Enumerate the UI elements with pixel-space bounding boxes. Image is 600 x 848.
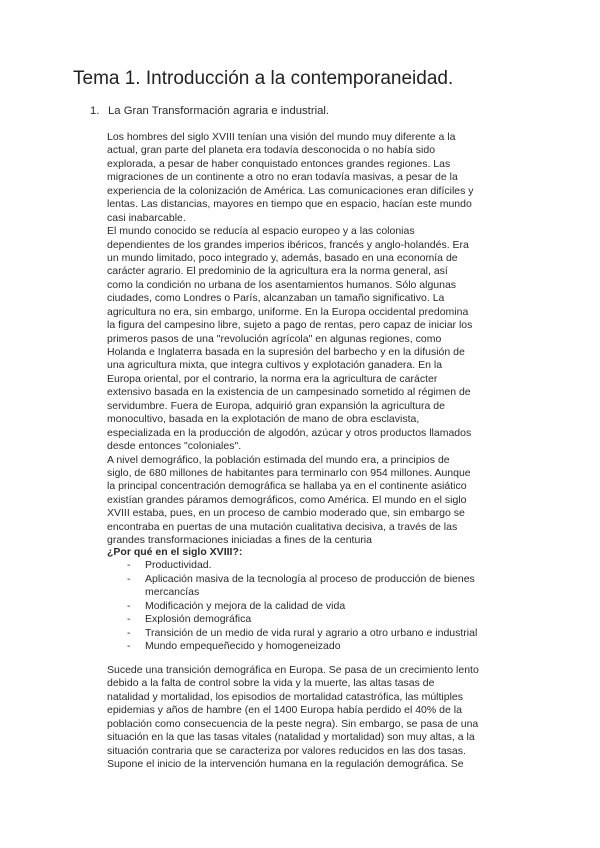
text-line: A nivel demográfico, la población estimada del mundo era, a principios de <box>107 453 450 466</box>
text-line: Sucede una transición demográfica en Europa. Se pasa de un crecimiento lento <box>107 664 479 676</box>
section-heading <box>90 105 329 117</box>
text-line: explorada, a pesar de haber conquistado entonces grandes regiones. Las <box>107 157 451 170</box>
list-item <box>107 573 477 586</box>
paragraph-demographic <box>107 664 479 772</box>
list-item <box>107 600 477 613</box>
text-line: Supone el inicio de la intervención humana en la regulación demográfica. Se <box>107 758 464 771</box>
text-line: epidemias y años de hambre (en el 1400 Europa había perdido el 40% de la <box>107 704 462 717</box>
text-line: casi inabarcable. <box>107 211 186 224</box>
text-line: servidumbre. Fuera de Europa, adquirió gran expansión la agricultura de <box>107 399 445 412</box>
text-line: desde entonces "coloniales". <box>107 440 242 453</box>
bullet-dash: - <box>127 613 131 626</box>
text-line: especializada en la producción de algodón, azúcar y otros productos llamados <box>107 426 472 439</box>
text-line: Holanda e Inglaterra basada en la supresión del barbecho y en la difusión de <box>107 346 465 358</box>
text-line: Europa oriental, por el contrario, la norma era la agricultura de carácter <box>107 372 438 385</box>
why-list <box>107 559 477 653</box>
text-line: monocultivo, basada en la explotación de mano de obra esclavista, <box>107 413 420 426</box>
text-line: Los hombres del siglo XVIII tenían una visión del mundo muy diferente a la <box>107 131 456 143</box>
text-line: la figura del campesino libre, sujeto a pago de rentas, pero capaz de iniciar los <box>107 319 473 332</box>
text-line: como la condición no urbana de los asentamientos humanos. Sólo algunas <box>107 278 457 291</box>
list-item-text: Mundo empequeñecido y homogeneizado <box>145 640 341 653</box>
text-line: natalidad y mortalidad, los episodios de mortalidad catastrófica, las múltiples <box>107 690 464 703</box>
text-line: dependientes de los grandes imperios ibéricos, francés y anglo-holandés. Era <box>107 238 469 251</box>
section-number: 1. <box>90 105 100 117</box>
text-line: existían grandes páramos demográficos, como América. El mundo en el siglo <box>107 493 467 506</box>
text-line: lentas. Las distancias, mayores en tiempo que en espacio, hacían este mundo <box>107 198 472 211</box>
text-line: un mundo limitado, poco integrado y, además, basado en una economía de <box>107 251 458 264</box>
bullet-dash: - <box>127 626 131 639</box>
list-item <box>107 640 477 653</box>
text-line: encontraba en puertas de una mutación cualitativa decisiva, a través de las <box>107 520 458 533</box>
bullet-dash: - <box>127 559 131 572</box>
text-line: siglo, de 680 millones de habitantes para terminarlo con 954 millones. Aunque <box>107 466 471 479</box>
text-line: debido a la falta de control sobre la vida y la muerte, las altas tasas de <box>107 677 435 690</box>
why-section <box>107 546 477 654</box>
text-line: una agricultura mixta, que integra cultivos y explotación ganadera. En la <box>107 359 443 372</box>
text-line: primeros pasos de una "revolución agrícola" en algunas regiones, como <box>107 332 442 345</box>
list-item <box>107 613 477 626</box>
text-line: la principal concentración demográfica se hallaba ya en el continente asiático <box>107 480 467 493</box>
list-item-text: Productividad. <box>145 559 212 572</box>
text-line: población como consecuencia de la peste negra). Sin embargo, se pasa de una <box>107 717 479 730</box>
text-line: agricultura no era, sin embargo, uniforme. En la Europa occidental predomina <box>107 305 469 318</box>
text-line: extensivo basada en la existencia de un campesinado sometido al régimen de <box>107 386 471 399</box>
list-item <box>107 559 477 572</box>
text-line: situación contraria que se caracteriza por valores reducidos en las dos tasas. <box>107 744 466 757</box>
list-item-text: Modificación y mejora de la calidad de vida <box>145 599 346 612</box>
text-line: situación en la que las tasas vitales (natalidad y mortalidad) son muy altas, a la <box>107 731 475 744</box>
text-line: experiencia de la colonización de América. Las comunicaciones eran difíciles y <box>107 184 474 197</box>
list-item-text: Explosión demográfica <box>145 613 252 626</box>
paragraph-intro <box>107 131 474 548</box>
text-line: XVIII estaba, pues, en un proceso de cambio moderado que, sin embargo se <box>107 507 465 520</box>
text-line: ciudades, como Londres o París, alcanzaban un tamaño significativo. La <box>107 292 445 305</box>
bullet-dash: - <box>127 572 131 585</box>
list-item-text: Transición de un medio de vida rural y agrario a otro urbano e industrial <box>145 626 478 639</box>
list-item-text: Aplicación masiva de la tecnología al proceso de producción de bienes <box>145 572 475 585</box>
bullet-dash: - <box>127 599 131 612</box>
list-item <box>107 627 477 640</box>
section-label: La Gran Transformación agraria e industrial. <box>108 105 330 117</box>
text-line: actual, gran parte del planeta era todavía desconocida o no había sido <box>107 144 436 157</box>
list-item-continuation: mercancías <box>145 586 200 599</box>
bullet-dash: - <box>127 640 131 653</box>
text-line: carácter agrario. El predominio de la agricultura era la norma general, así <box>107 265 448 278</box>
text-line: El mundo conocido se reducía al espacio europeo y a las colonias <box>107 225 415 238</box>
text-line: grandes transformaciones iniciadas a fines de la centuria <box>107 534 372 547</box>
page-title: Tema 1. Introducción a la contemporaneidad. <box>73 68 454 89</box>
text-line: migraciones de un continente a otro no eran todavía masivas, a pesar de la <box>107 171 458 184</box>
why-heading: ¿Por qué en el siglo XVIII?: <box>107 546 243 558</box>
